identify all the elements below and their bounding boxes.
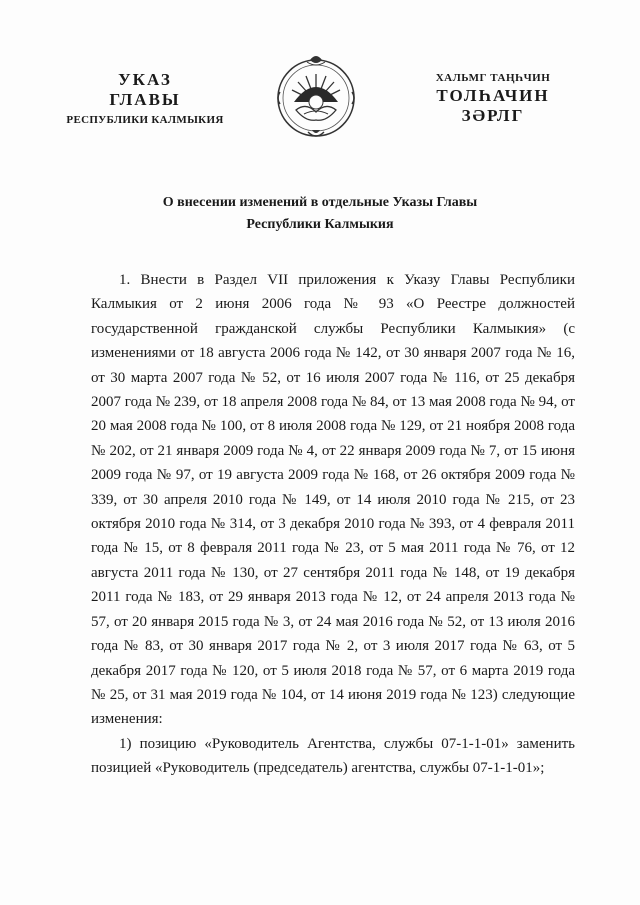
header-right-block xyxy=(410,70,576,126)
header-left-block xyxy=(62,70,228,128)
header-right-decree: ЗӘРЛГ xyxy=(461,106,525,125)
header-right-republic: ХАЛЬМГ ТАҢҺЧИН xyxy=(435,72,551,84)
header-left-decree: УКАЗ xyxy=(118,70,172,89)
document-body xyxy=(91,268,575,781)
document-title-line-2: Республики Калмыкия xyxy=(246,217,394,232)
header-left-republic: РЕСПУБЛИКИ КАЛМЫКИЯ xyxy=(66,114,224,126)
document-title-line-1: О внесении изменений в отдельные Указы Главы xyxy=(162,195,478,210)
document-title xyxy=(60,192,580,236)
list-item-1: 1) позицию «Руководитель Агентства, службы 07-1-1-01» заменить позицией «Руководитель (председатель) агентства, службы 07-1-1-01»; xyxy=(91,735,575,777)
coat-of-arms-emblem-icon xyxy=(274,52,358,144)
header-left-head: ГЛАВЫ xyxy=(109,90,181,109)
paragraph-1: 1. Внести в Раздел VII приложения к Указу Главы Республики Калмыкия от 2 июня 2006 года № 93 «О Реестре должностей государственной гражданской службы Республики Калмыкия» (с изменениями от 18 августа 2006 года № 142, от 30 января 2007 года № 16, от 30 марта 2007 года № 52, от 16 июля 2007 года № 116, от 25 декабря 2007 года № 239, от 18 апреля 2008 года № 84, от 13 мая 2008 года № 94, от 20 мая 2008 года № 100, от 8 июля 2008 года № 129, от 21 ноября 2008 года № 202, от 21 января 2009 года № 4, от 22 января 2009 года № 7, от 15 июня 2009 года № 97, от 19 августа 2009 года № 168, от 26 октября 2009 года № 339, от 30 апреля 2010 года № 149, от 14 июля 2010 года № 215, от 23 октября 2010 года № 314, от 3 декабря 2010 года № 393, от 4 февраля 2011 года № 15, от 8 февраля 2011 года № 23, от 5 мая 2011 года № 76, от 12 августа 2011 года № 130, от 27 сентября 2011 года № 148, от 19 декабря 2011 года № 183, от 29 января 2013 года № 12, от 24 апреля 2013 года № 57, от 20 января 2015 года № 3, от 24 мая 2016 года № 52, от 13 июля 2016 года № 83, от 30 января 2017 года № 2, от 3 июля 2017 года № 63, от 5 декабря 2017 года № 120, от 5 июля 2018 года № 57, от 6 марта 2019 года № 25, от 31 мая 2019 года № 104, от 14 июня 2019 года № 123) следующие изменения: xyxy=(91,272,575,728)
header-right-head: ТОЛҺАЧИН xyxy=(436,86,550,105)
